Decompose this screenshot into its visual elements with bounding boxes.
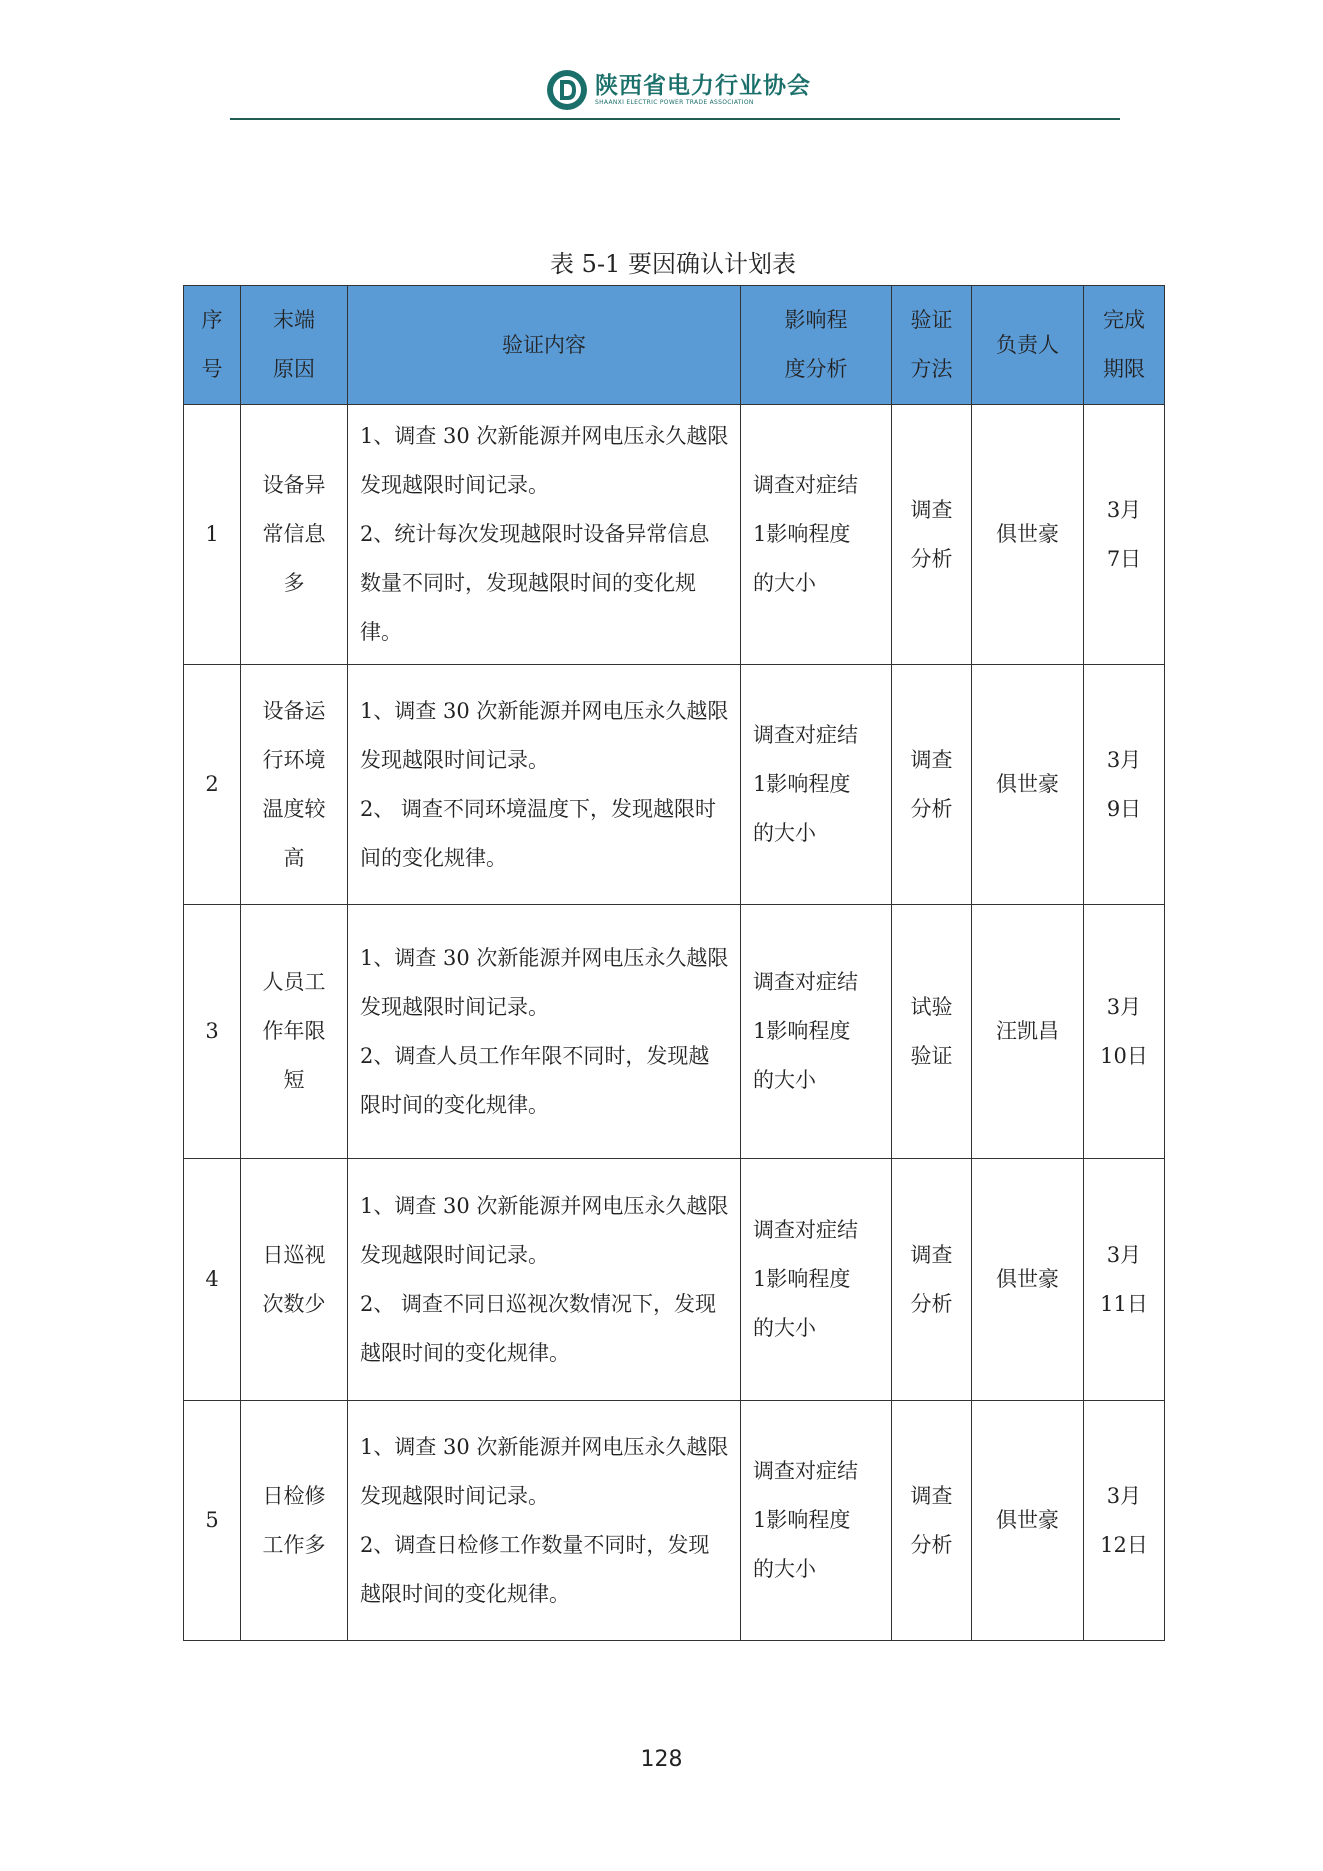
row-method: 调查分析 <box>892 1401 972 1641</box>
row-owner: 俱世豪 <box>972 1159 1084 1401</box>
header-divider <box>230 118 1120 120</box>
table-row <box>184 665 1165 905</box>
row-content: 1、调查 30 次新能源并网电压永久越限发现越限时间记录。 2、 调查不同日巡视次数情况下，发现越限时间的变化规律。 <box>348 1159 741 1401</box>
association-name-english: SHAANXI ELECTRIC POWER TRADE ASSOCIATION <box>595 99 754 106</box>
row-effect: 调查对症结1影响程度的大小 <box>741 405 892 665</box>
row-effect: 调查对症结1影响程度的大小 <box>741 905 892 1159</box>
row-seq: 4 <box>184 1159 241 1401</box>
row-content: 1、调查 30 次新能源并网电压永久越限发现越限时间记录。 2、 调查不同环境温度下，发现越限时间的变化规律。 <box>348 665 741 905</box>
row-owner: 俱世豪 <box>972 1401 1084 1641</box>
row-deadline: 3月9日 <box>1084 665 1165 905</box>
row-deadline: 3月12日 <box>1084 1401 1165 1641</box>
table-row <box>184 1401 1165 1641</box>
key-cause-plan-table <box>183 285 1165 1641</box>
row-cause: 日巡视次数少 <box>241 1159 348 1401</box>
row-method: 调查分析 <box>892 405 972 665</box>
row-seq: 5 <box>184 1401 241 1641</box>
row-seq: 2 <box>184 665 241 905</box>
table-title: 表 5-1 要因确认计划表 <box>550 250 796 278</box>
row-cause: 设备运行环境温度较高 <box>241 665 348 905</box>
header-method: 验证方法 <box>892 286 972 405</box>
header-deadline: 完成期限 <box>1084 286 1165 405</box>
page-header <box>230 62 1120 122</box>
row-owner: 汪凯昌 <box>972 905 1084 1159</box>
row-method: 调查分析 <box>892 665 972 905</box>
association-logo <box>545 68 811 112</box>
header-effect: 影响程度分析 <box>741 286 892 405</box>
page-number: 128 <box>640 1747 683 1772</box>
table-header-row <box>184 286 1165 405</box>
row-deadline: 3月7日 <box>1084 405 1165 665</box>
row-effect: 调查对症结1影响程度的大小 <box>741 1159 892 1401</box>
header-seq: 序号 <box>184 286 241 405</box>
table-row <box>184 405 1165 665</box>
row-effect: 调查对症结1影响程度的大小 <box>741 1401 892 1641</box>
row-cause: 日检修工作多 <box>241 1401 348 1641</box>
header-cause: 末端原因 <box>241 286 348 405</box>
row-owner: 俱世豪 <box>972 665 1084 905</box>
row-method: 调查分析 <box>892 1159 972 1401</box>
row-cause: 设备异常信息多 <box>241 405 348 665</box>
row-content: 1、调查 30 次新能源并网电压永久越限发现越限时间记录。 2、统计每次发现越限时设备异常信息数量不同时，发现越限时间的变化规律。 <box>348 405 741 665</box>
row-content: 1、调查 30 次新能源并网电压永久越限发现越限时间记录。 2、调查日检修工作数量不同时，发现越限时间的变化规律。 <box>348 1401 741 1641</box>
row-owner: 俱世豪 <box>972 405 1084 665</box>
table-row <box>184 905 1165 1159</box>
row-deadline: 3月11日 <box>1084 1159 1165 1401</box>
row-seq: 3 <box>184 905 241 1159</box>
row-seq: 1 <box>184 405 241 665</box>
row-deadline: 3月10日 <box>1084 905 1165 1159</box>
row-content: 1、调查 30 次新能源并网电压永久越限发现越限时间记录。 2、调查人员工作年限不同时，发现越限时间的变化规律。 <box>348 905 741 1159</box>
row-cause: 人员工作年限短 <box>241 905 348 1159</box>
header-owner: 负责人 <box>972 286 1084 405</box>
association-name: 陕西省电力行业协会 <box>595 73 811 99</box>
row-method: 试验验证 <box>892 905 972 1159</box>
association-logo-icon <box>545 68 589 112</box>
row-effect: 调查对症结1影响程度的大小 <box>741 665 892 905</box>
table-row <box>184 1159 1165 1401</box>
header-content: 验证内容 <box>348 286 741 405</box>
